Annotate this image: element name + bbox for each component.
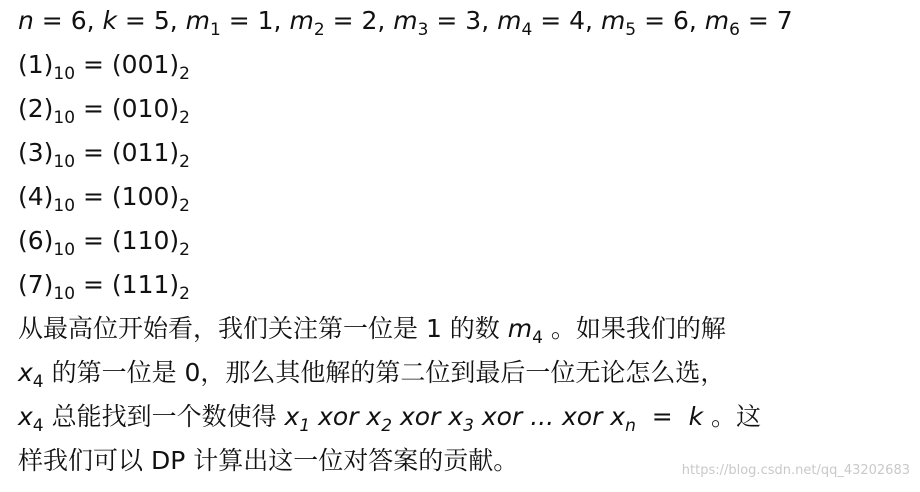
xor-expression: $x_1$ xor $x_2$ xor $x_3$ xor ... xor $x_n$ — [284, 402, 636, 436]
header-equation: n = 6, k = 5, $m_1 = 1$, $m_2 = 2$, $m_3 = 3$, $m_4 = 4$, $m_5 = 6$, $m_6 = 7$ — [18, 6, 793, 40]
conversion-row: $(6)_{10} = (110)_2$ — [18, 226, 190, 260]
conversion-row: $(7)_{10} = (111)_2$ — [18, 270, 190, 304]
conversion-row: $(3)_{10} = (011)_2$ — [18, 138, 190, 172]
paragraph-line-2: $x_4$ 的第一位是 0，那么其他解的第二位到最后一位无论怎么选， — [18, 358, 726, 392]
watermark: https://blog.csdn.net/qq_43202683 — [681, 463, 910, 478]
conversion-row: $(1)_{10} = (001)_2$ — [18, 50, 190, 84]
conversion-row: $(4)_{10} = (100)_2$ — [18, 182, 190, 216]
paragraph-line-3: $x_4$ 总能找到一个数使得 $x_1$ xor $x_2$ xor $x_3$ xor ... xor $x_n = k$ 。这 — [18, 402, 762, 436]
paragraph-line-1: 从最高位开始看，我们关注第一位是 1 的数 $m_4$ 。如果我们的解 — [18, 314, 726, 348]
paragraph-line-4: 样我们可以 DP 计算出这一位对答案的贡献。 — [18, 446, 519, 475]
conversion-row: $(2)_{10} = (010)_2$ — [18, 94, 190, 128]
